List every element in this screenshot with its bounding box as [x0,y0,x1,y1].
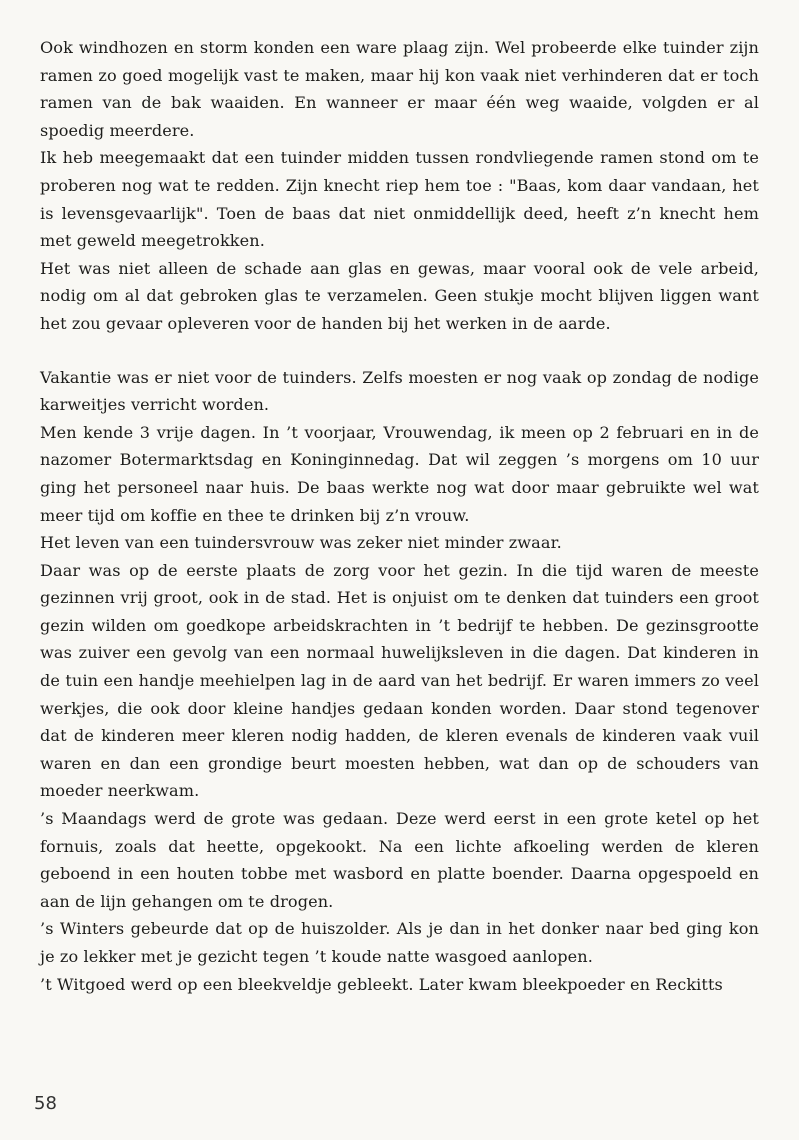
page-number: 58 [34,1093,57,1114]
paragraph-vakantie: Vakantie was er niet voor de tuinders. Zelfs moesten er nog vaak op zondag de nodige karweitjes verricht worden. [40,367,759,415]
paragraph-tuindersvrouw: Het leven van een tuindersvrouw was zeker niet minder zwaar. [40,533,562,553]
paragraph-huiszolder: ’s Winters gebeurde dat op de huiszolder. Als je dan in het donker naar bed ging kon je zo lekker met je gezicht tegen ’t koude natte wasgoed aanlopen. [40,919,759,966]
paragraph-gezin: Daar was op de eerste plaats de zorg voor het gezin. In die tijd waren de meeste gezinnen vrij groot, ook in de stad. Het is onjuist om te denken dat tuinders een groot gezin wilden om goedkope arbeidskrachten in ’t bedrijf te hebben. De gezinsgrootte was zuiver een gevolg van een normaal huwelijksleven in die dagen. Dat kinderen in de tuin een handje meehielpen lag in de aard van het bedrijf. Er waren immers zo veel werkjes, die ook door kleine handjes gedaan konden worden. Daar stond tegenover dat de kinderen meer kleren nodig hadden, de kleren evenals de kinderen vaak vuil waren en dan een grondige beurt moesten hebben, wat dan op de schouders van moeder neerkwam. [40,560,759,801]
paragraph-tuinder-ramen: Ik heb meegemaakt dat een tuinder midden tussen rondvliegende ramen stond om te proberen nog wat te redden. Zijn knecht riep hem toe : "Baas, kom daar vandaan, het is levensgevaarlijk". Toen de baas dat niet onmiddellijk deed, heeft z’n knecht hem met geweld meegetrokken. [40,148,759,251]
paragraph-schade-glas: Het was niet alleen de schade aan glas en gewas, maar vooral ook de vele arbeid, nodig om al dat gebroken glas te verzamelen. Geen stukje mocht blijven liggen want het zou gevaar opleveren voor de handen bij het werken in de aarde. [40,258,759,333]
paragraph-vrije-dagen: Men kende 3 vrije dagen. In ’t voorjaar, Vrouwendag, ik meen op 2 februari en in de nazomer Botermarktsdag en Koninginnedag. Dat wil zeggen ’s morgens om 10 uur ging het personeel naar huis. De baas werkte nog wat door maar gebruikte wel wat meer tijd om koffie en thee te drinken bij z’n vrouw. [40,422,759,525]
paragraph-spacer [40,338,759,364]
paragraph-windhozen: Ook windhozen en storm konden een ware plaag zijn. Wel probeerde elke tuinder zijn ramen zo goed mogelijk vast te maken, maar hij kon vaak niet verhinderen dat er toch ramen van de bak waaiden. En wanneer er maar één weg waaide, volgden er al spoedig meerdere. [40,38,759,140]
paragraph-witgoed: ’t Witgoed werd op een bleekveldje gebleekt. Later kwam bleekpoeder en Reckitts [40,974,723,994]
paragraph-grote-was: ’s Maandags werd de grote was gedaan. Deze werd eerst in een grote ketel op het fornuis, zoals dat heette, opgekookt. Na een lichte afkoeling werden de kleren geboend in een houten tobbe met wasbord en platte boender. Daarna opgespoeld en aan de lijn gehangen om te drogen. [40,809,759,911]
